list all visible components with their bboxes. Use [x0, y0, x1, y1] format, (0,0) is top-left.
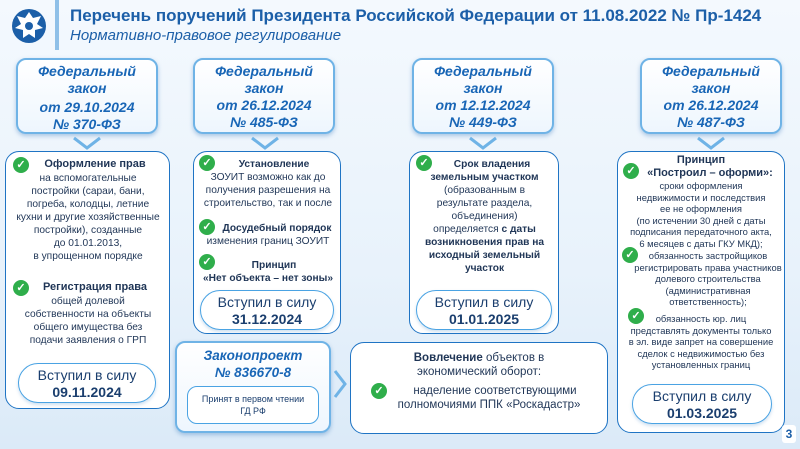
text-line: долевого строительства [655, 273, 761, 284]
item-title: «Построил – оформи»: [647, 167, 773, 179]
text-line: (административная [665, 284, 751, 296]
effective-date-badge [200, 290, 334, 330]
text-line: участок [464, 263, 505, 274]
item-title: Принцип [676, 154, 726, 166]
check-icon: ✓ [628, 308, 644, 324]
text-line: в эл. виде запрет на совершение [628, 336, 774, 347]
text-line: обязанность застройщиков [648, 250, 768, 261]
law-label: закон [67, 80, 107, 96]
check-icon: ✓ [199, 219, 215, 235]
text-line: результате раздела, [436, 198, 533, 209]
text-line: общего имущества без [33, 322, 143, 333]
law-number: № 487-ФЗ [677, 114, 745, 130]
bill-status-text: Принят в первом чтении [201, 394, 305, 404]
text-line: ЗОУИТ возможно как до [210, 172, 326, 183]
text-line: недвижимости и последствия [636, 191, 766, 203]
text-line: погреба, колодцы, летние [26, 199, 150, 210]
text-line: на вспомогательные [39, 173, 137, 184]
text-line: подписания передаточного акта, [630, 226, 772, 237]
law-date: от 12.12.2024 [435, 97, 531, 113]
badge-date: 01.01.2025 [448, 311, 520, 327]
check-icon: ✓ [13, 157, 29, 173]
law-date: от 26.12.2024 [216, 97, 312, 113]
text-line: сроки оформления [659, 180, 743, 191]
text-line [412, 223, 557, 236]
law-date: от 26.12.2024 [663, 97, 759, 113]
item-title: Регистрация права [42, 281, 148, 293]
check-icon: ✓ [13, 280, 29, 296]
law-label: закон [244, 80, 284, 96]
item-title: земельным участком [430, 172, 539, 183]
bill-label: Законопроект [203, 348, 303, 363]
check-icon: ✓ [416, 155, 432, 171]
check-icon: ✓ [371, 383, 387, 399]
item-description [8, 295, 168, 347]
text-line: кухни и другие хозяйственные [16, 212, 160, 223]
chevron-down-icon [696, 136, 726, 150]
text-line: собственности на объекты [24, 309, 152, 320]
text-line: строительство, так и после [203, 198, 333, 209]
text-line: установленных границ [651, 359, 751, 370]
text-line: (по истечении 30 дней с даты [636, 214, 766, 226]
item-title: Срок владения [453, 159, 531, 170]
text-line: возникновения прав на [424, 237, 545, 248]
involvement-keyword: Вовлечение [413, 352, 483, 364]
item-title: Оформление прав [44, 158, 146, 170]
item-description [620, 313, 782, 371]
law-date: от 29.10.2024 [39, 99, 135, 115]
badge-label: Вступил в силу [652, 388, 752, 404]
badge-date: 31.12.2024 [231, 311, 303, 327]
item-description: «Нет объекта – нет зоны» [203, 273, 333, 284]
check-icon: ✓ [199, 254, 215, 270]
text-line: обязанность юр. лиц [655, 313, 747, 324]
item-description [196, 171, 340, 210]
badge-label: Вступил в силу [217, 294, 317, 310]
text-line: (образованным в [443, 185, 526, 196]
bill-status-text: ГД РФ [240, 406, 266, 416]
text-line: получения разрешения на [205, 185, 331, 196]
law-box-449 [412, 58, 554, 134]
text-line: регистрировать права участников [634, 261, 782, 273]
item-description [620, 180, 782, 249]
text-line: до 01.01.2013, [53, 238, 123, 249]
involvement-subtitle: экономический оборот: [416, 366, 542, 378]
text-line: исходный земельный [428, 250, 541, 261]
law-number: № 370-ФЗ [53, 116, 121, 132]
item-description: изменения границ ЗОУИТ [206, 236, 330, 247]
item-description [8, 172, 168, 263]
item-title: Досудебный порядок [222, 223, 332, 234]
text-line: постройки), созданные [33, 225, 143, 236]
rosreestr-eagle-logo [8, 6, 50, 46]
law-box-370 [16, 58, 158, 134]
text-line: представлять документы только [630, 324, 772, 336]
law-label: Федеральный [38, 63, 136, 79]
badge-date: 01.03.2025 [666, 405, 738, 421]
chevron-down-icon [72, 136, 102, 150]
effective-date-badge [632, 384, 772, 424]
effective-date-badge [18, 363, 156, 403]
law-label: Федеральный [215, 63, 313, 79]
page-number: 3 [782, 425, 796, 443]
law-number: № 449-ФЗ [449, 114, 517, 130]
text-line: с даты [501, 224, 536, 235]
badge-label: Вступил в силу [434, 294, 534, 310]
chevron-down-icon [468, 136, 498, 150]
badge-label: Вступил в силу [37, 367, 137, 383]
text-line: постройки (сараи, бани, [31, 186, 145, 197]
law-number: № 485-ФЗ [230, 114, 298, 130]
text-line: подачи заявления о ГРП [29, 335, 147, 346]
item-description [412, 184, 557, 275]
text-line: ответственность); [669, 296, 747, 307]
involvement-title-rest: объектов в [482, 352, 545, 364]
text-line: в упрощенном порядке [33, 251, 143, 262]
involvement-title [352, 351, 606, 365]
text-line: общей долевой [51, 296, 125, 307]
chevron-down-icon [250, 136, 280, 150]
law-label: закон [691, 80, 731, 96]
item-title: Принцип [251, 260, 297, 271]
text-line: определяется [433, 224, 502, 235]
law-label: Федеральный [434, 63, 532, 79]
badge-date: 09.11.2024 [52, 384, 122, 400]
bill-number: № 836670-8 [214, 365, 292, 380]
header-divider [55, 0, 59, 50]
check-icon: ✓ [623, 163, 639, 179]
chevron-right-icon [333, 369, 347, 399]
text-line: сделок с недвижимостью без [637, 347, 765, 359]
effective-date-badge [416, 290, 552, 330]
page-title: Перечень поручений Президента Российской Федерации от 11.08.2022 № Пр-1424 [70, 6, 762, 25]
page-subtitle: Нормативно-правовое регулирование [70, 27, 342, 44]
law-box-485 [193, 58, 335, 134]
text-line: объединения) [451, 211, 518, 222]
item-description [632, 250, 784, 308]
item-title: Установление [238, 159, 310, 170]
text-line: 6 месяцев с даты ГКУ МКД); [639, 237, 763, 249]
bill-status-box [187, 386, 319, 424]
law-label: Федеральный [662, 63, 760, 79]
law-label: закон [463, 80, 503, 96]
check-icon: ✓ [622, 247, 638, 263]
involvement-item: наделение соответствующими [413, 385, 577, 397]
involvement-item: полномочиями ППК «Роскадастр» [397, 399, 581, 411]
text-line: ее не оформления [659, 203, 742, 214]
check-icon: ✓ [199, 155, 215, 171]
law-box-487 [640, 58, 782, 134]
